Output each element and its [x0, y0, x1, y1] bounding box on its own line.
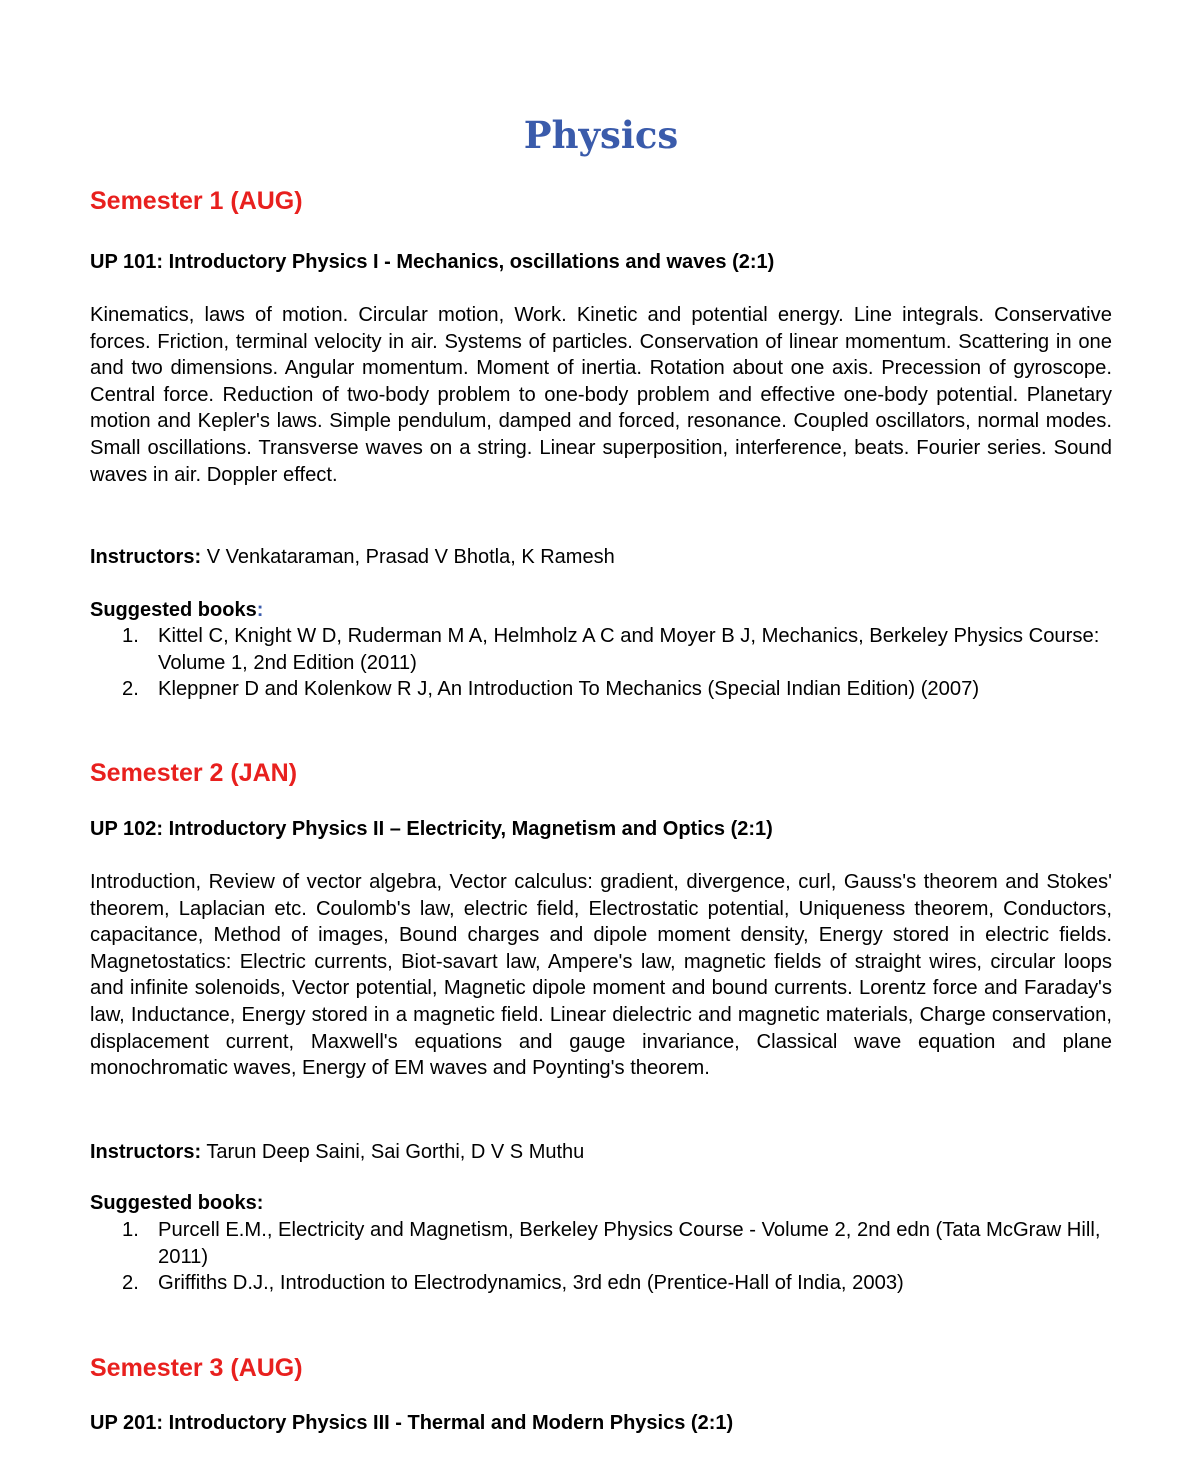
page-title: Physics — [523, 113, 679, 157]
book-text: Kleppner D and Kolenkow R J, An Introduction To Mechanics (Special Indian Edition) (2007) — [158, 678, 980, 701]
instructors-names: Tarun Deep Saini, Sai Gorthi, D V S Muthu — [206, 1141, 585, 1163]
book-text: Kittel C, Knight W D, Ruderman M A, Helmholz A C and Moyer B J, Mechanics, Berkeley Physics Course: Volume 1, 2nd Edition (2011) — [158, 625, 1100, 674]
book-text: Purcell E.M., Electricity and Magnetism, Berkeley Physics Course - Volume 2, 2nd edn (Tata McGraw Hill, 2011) — [158, 1219, 1101, 1268]
suggested-books-label: Suggested books: — [90, 1192, 264, 1214]
instructors-line-up101 — [90, 544, 615, 570]
list-item — [90, 1270, 1112, 1297]
semester-1-heading: Semester 1 (AUG) — [90, 187, 303, 215]
list-number: 2. — [122, 1272, 139, 1295]
instructors-line-up102 — [90, 1139, 584, 1165]
suggested-books-colon: : — [256, 599, 264, 621]
book-list-up102 — [90, 1217, 1112, 1297]
list-number: 2. — [122, 678, 139, 701]
instructors-label: Instructors: — [90, 546, 202, 568]
suggested-books-label: Suggested books — [90, 599, 257, 621]
instructors-label: Instructors: — [90, 1141, 202, 1163]
book-text: Griffiths D.J., Introduction to Electrodynamics, 3rd edn (Prentice-Hall of India, 2003) — [158, 1272, 904, 1295]
list-number: 1. — [122, 1219, 139, 1241]
course-description-up102: Introduction, Review of vector algebra, Vector calculus: gradient, divergence, curl, Gauss's theorem and Stokes' theorem, Laplacian etc. Coulomb's law, electric field, Electrostatic potential, Uniqueness theorem, Conductors, capacitance, Method of images, Bound charges and dipole moment density, Energy stored in electric fields. Magnetostatics: Electric currents, Biot-savart law, Ampere's law, magnetic fields of straight wires, circular loops and infinite solenoids, Vector potential, Magnetic dipole moment and bound currents. Lorentz force and Faraday's law, Inductance, Energy stored in a magnetic field. Linear dielectric and magnetic materials, Charge conservation, displacement current, Maxwell's equations and gauge invariance, Classical wave equation and plane monochromatic waves, Energy of EM waves and Poynting's theorem. — [90, 871, 1112, 1080]
course-title-up201: UP 201: Introductory Physics III - Thermal and Modern Physics (2:1) — [90, 1412, 734, 1434]
course-description-up101: Kinematics, laws of motion. Circular motion, Work. Kinetic and potential energy. Line integrals. Conservative forces. Friction, terminal velocity in air. Systems of particles. Conservation of linear momentum. Scattering in one and two dimensions. Angular momentum. Moment of inertia. Rotation about one axis. Precession of gyroscope. Central force. Reduction of two-body problem to one-body problem and effective one-body potential. Planetary motion and Kepler's laws. Simple pendulum, damped and forced, resonance. Coupled oscillators, normal modes. Small oscillations. Transverse waves on a string. Linear superposition, interference, beats. Fourier series. Sound waves in air. Doppler effect. — [90, 304, 1112, 486]
list-item — [90, 676, 1112, 703]
semester-2-heading: Semester 2 (JAN) — [90, 759, 298, 787]
list-number: 1. — [122, 625, 139, 647]
list-item — [90, 623, 1112, 676]
semester-3-heading: Semester 3 (AUG) — [90, 1354, 303, 1382]
suggested-books-heading-up102 — [90, 1190, 263, 1216]
instructors-names: V Venkataraman, Prasad V Bhotla, K Ramesh — [206, 546, 615, 568]
course-title-up101: UP 101: Introductory Physics I - Mechanics, oscillations and waves (2:1) — [90, 251, 775, 273]
book-list-up101 — [90, 623, 1112, 703]
course-title-up102: UP 102: Introductory Physics II – Electricity, Magnetism and Optics (2:1) — [90, 818, 773, 840]
list-item — [90, 1217, 1112, 1270]
suggested-books-heading-up101 — [90, 597, 263, 623]
